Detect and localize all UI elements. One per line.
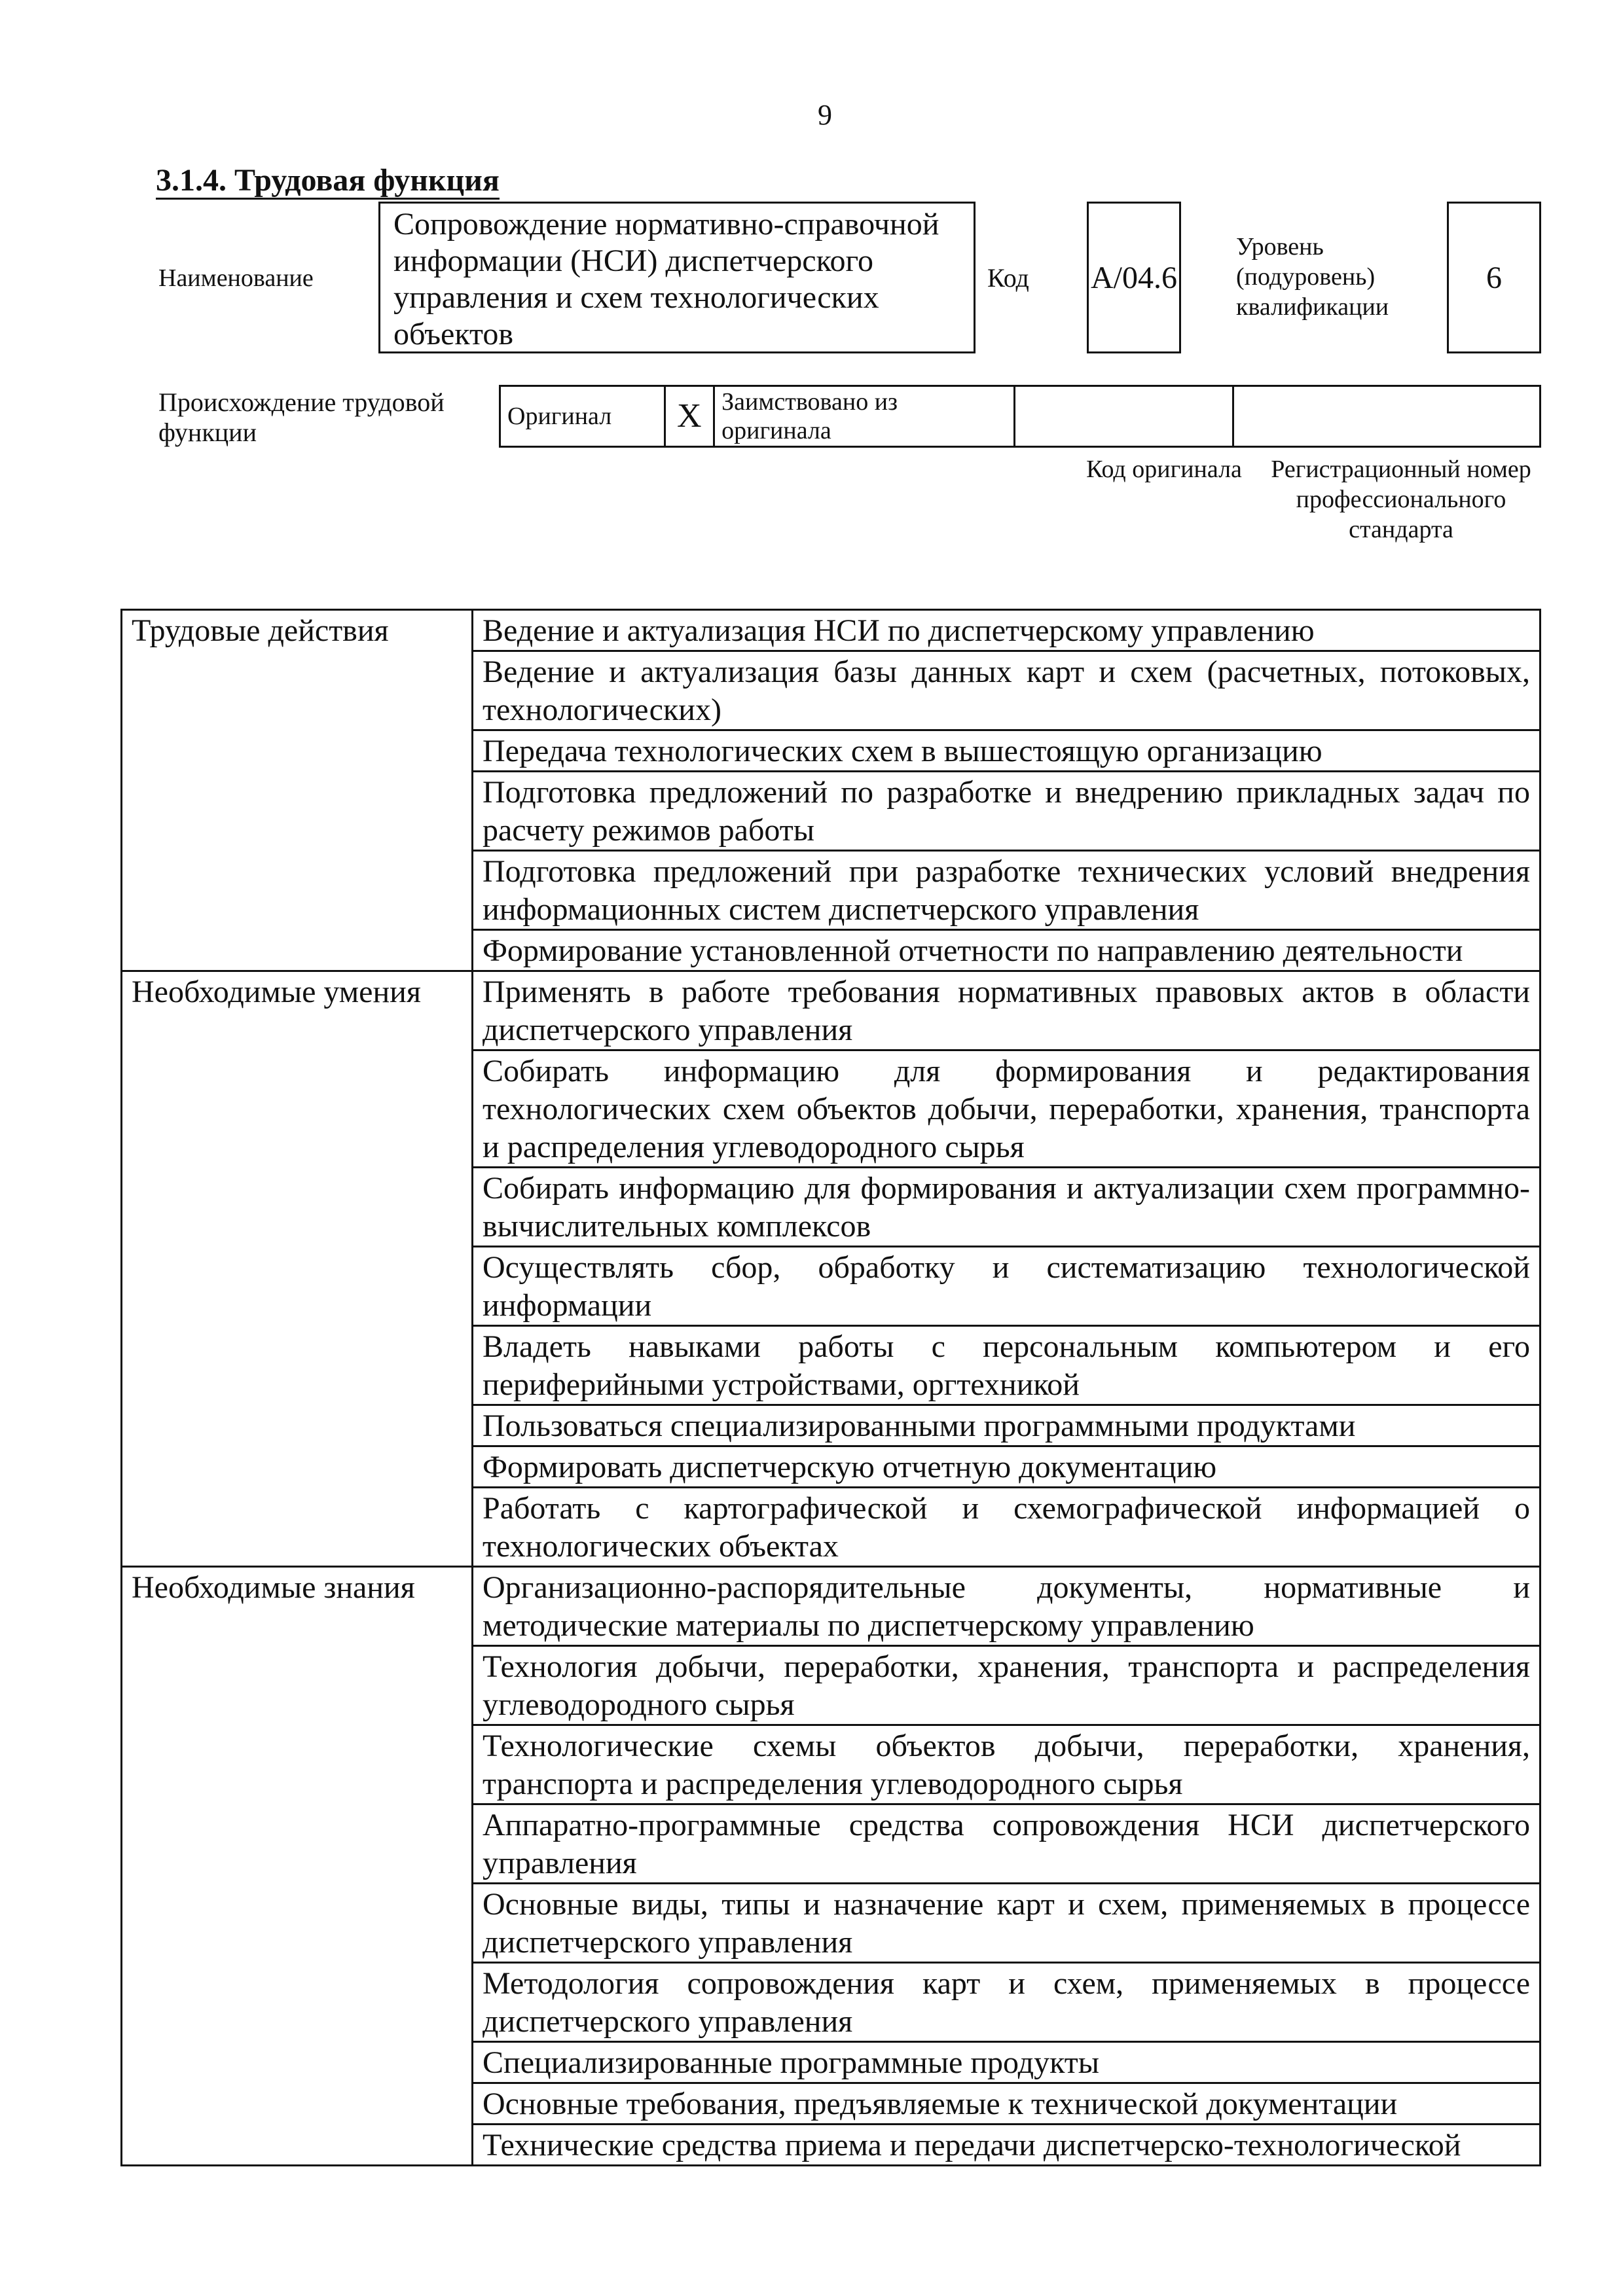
borrowed-label: Заимствовано из оригинала: [714, 386, 1015, 447]
item-cell: Методология сопровождения карт и схем, применяемых в процессе диспетчерского управления: [473, 1963, 1541, 2042]
item-cell: Подготовка предложений при разработке технических условий внедрения информационных систем диспетчерского управления: [473, 851, 1541, 930]
item-cell: Собирать информацию для формирования и актуализации схем программно-вычислительных комплексов: [473, 1168, 1541, 1247]
item-cell: Организационно-распорядительные документы, нормативные и методические материалы по диспетчерскому управлению: [473, 1567, 1541, 1646]
category-cell: Трудовые действия: [122, 610, 473, 971]
item-cell: Владеть навыками работы с персональным компьютером и его периферийными устройствами, оргтехникой: [473, 1326, 1541, 1405]
section-title: 3.1.4. Трудовая функция: [156, 164, 500, 200]
original-label: Оригинал: [500, 386, 665, 447]
item-cell: Передача технологических схем в вышестоящую организацию: [473, 730, 1541, 772]
item-cell: Технологические схемы объектов добычи, переработки, хранения, транспорта и распределения углеводородного сырья: [473, 1725, 1541, 1804]
name-label: Наименование: [158, 264, 314, 292]
function-name-box: Сопровождение нормативно-справочной информации (НСИ) диспетчерского управления и схем технологических объектов: [378, 202, 976, 353]
table-row: [122, 971, 1541, 1050]
item-cell: Ведение и актуализация НСИ по диспетчерскому управлению: [473, 610, 1541, 651]
item-cell: Технические средства приема и передачи диспетчерско-технологической: [473, 2125, 1541, 2166]
item-cell: Специализированные программные продукты: [473, 2042, 1541, 2083]
item-cell: Основные требования, предъявляемые к технической документации: [473, 2083, 1541, 2125]
category-cell: Необходимые знания: [122, 1567, 473, 2166]
item-cell: Формирование установленной отчетности по направлению деятельности: [473, 930, 1541, 971]
level-label: Уровень (подуровень) квалификации: [1236, 233, 1389, 321]
item-cell: Формировать диспетчерскую отчетную документацию: [473, 1446, 1541, 1488]
item-cell: Работать с картографической и схемографической информацией о технологических объектах: [473, 1488, 1541, 1567]
item-cell: Пользоваться специализированными программными продуктами: [473, 1405, 1541, 1446]
code-value-box: А/04.6: [1087, 202, 1181, 353]
original-mark: X: [665, 386, 714, 447]
code-label: Код: [987, 263, 1029, 293]
item-cell: Технология добычи, переработки, хранения, транспорта и распределения углеводородного сырья: [473, 1646, 1541, 1725]
page-number: 9: [818, 99, 832, 131]
item-cell: Ведение и актуализация базы данных карт и схем (расчетных, потоковых, технологических): [473, 651, 1541, 730]
item-cell: Аппаратно-программные средства сопровождения НСИ диспетчерского управления: [473, 1804, 1541, 1884]
item-cell: Собирать информацию для формирования и редактирования технологических схем объектов добычи, переработки, хранения, транспорта и распределения углеводородного сырья: [473, 1050, 1541, 1168]
level-value-box: 6: [1447, 202, 1541, 353]
reg-number-cell: [1233, 386, 1541, 447]
category-cell: Необходимые умения: [122, 971, 473, 1567]
origin-label: Происхождение трудовой функции: [158, 387, 445, 447]
item-cell: Подготовка предложений по разработке и внедрению прикладных задач по расчету режимов работы: [473, 772, 1541, 851]
table-row: [122, 1567, 1541, 1646]
code-original-cell: [1014, 386, 1233, 447]
item-cell: Применять в работе требования нормативных правовых актов в области диспетчерского управления: [473, 971, 1541, 1050]
reg-number-label: Регистрационный номер профессионального стандарта: [1271, 456, 1531, 543]
item-cell: Основные виды, типы и назначение карт и схем, применяемых в процессе диспетчерского управления: [473, 1884, 1541, 1963]
item-cell: Осуществлять сбор, обработку и систематизацию технологической информации: [473, 1247, 1541, 1326]
code-original-label: Код оригинала: [1086, 456, 1242, 483]
origin-table: [499, 385, 1541, 448]
competency-table: [120, 609, 1541, 2166]
table-row: [122, 610, 1541, 651]
